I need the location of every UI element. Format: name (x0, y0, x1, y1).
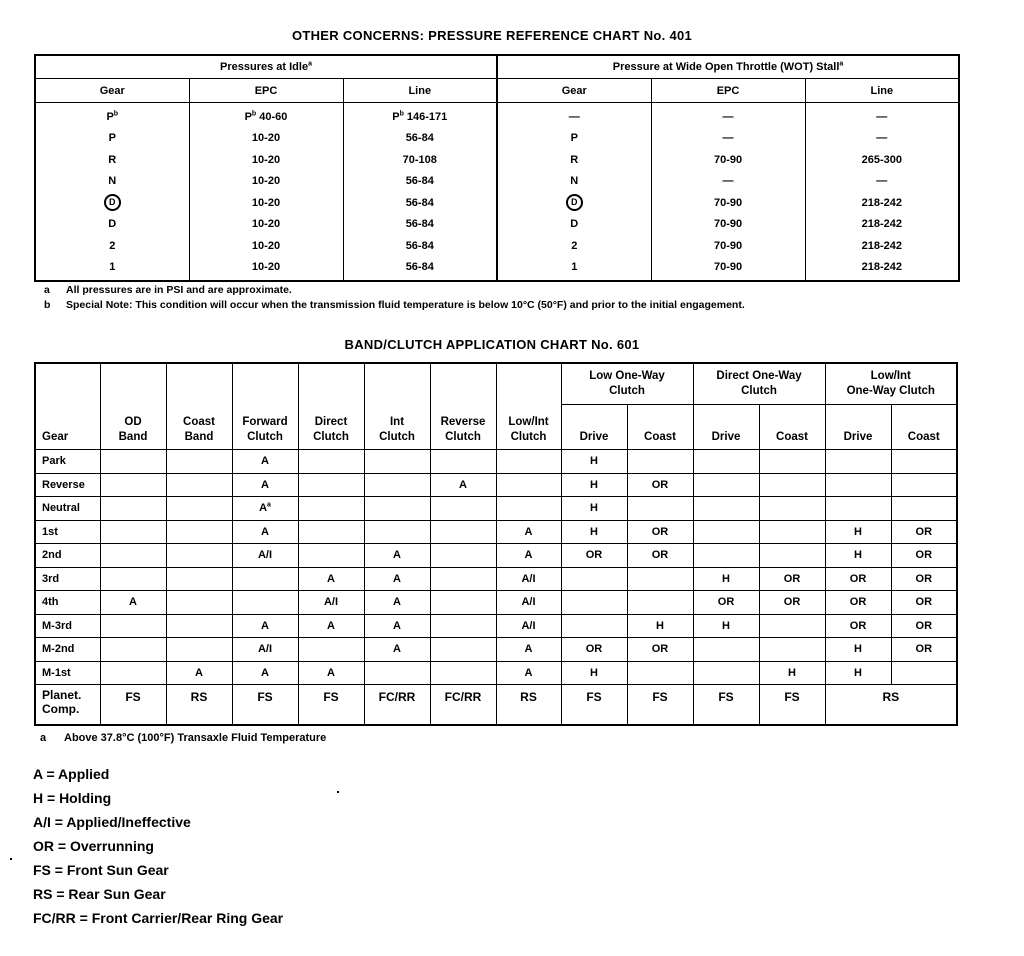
pressure-chart-title: OTHER CONCERNS: PRESSURE REFERENCE CHART No. 401 (291, 28, 693, 43)
table-cell: A (232, 473, 298, 497)
table-cell (430, 614, 496, 638)
table-cell (891, 450, 957, 474)
legend-item: A/I = Applied/Ineffective (33, 814, 191, 830)
table-cell (693, 661, 759, 685)
table-cell (693, 473, 759, 497)
gear-label: Park (35, 450, 100, 474)
table-cell (891, 497, 957, 521)
table-cell (561, 591, 627, 615)
table-cell: H (825, 520, 891, 544)
band-clutch-chart-title: BAND/CLUTCH APPLICATION CHART No. 601 (344, 337, 640, 352)
table-cell (693, 544, 759, 568)
legend-item: RS = Rear Sun Gear (33, 886, 166, 902)
table-cell: A (298, 661, 364, 685)
table-cell (759, 520, 825, 544)
gear-label: M-3rd (35, 614, 100, 638)
table-cell: A/I (496, 591, 561, 615)
table-cell (100, 497, 166, 521)
col-int-clutch: Int Clutch (364, 363, 430, 450)
col-low-int-clutch: Low/Int Clutch (496, 363, 561, 450)
table-cell (759, 497, 825, 521)
table-cell: A (232, 661, 298, 685)
table-cell: FS (759, 685, 825, 726)
table-cell (298, 520, 364, 544)
table-cell: OR (627, 520, 693, 544)
col-group-low-int-one-way-clutch: Low/Int One-Way Clutch (825, 363, 957, 405)
table-cell: OR (891, 591, 957, 615)
col-wot-line: Line (805, 79, 959, 103)
col-direct-clutch: Direct Clutch (298, 363, 364, 450)
table-cell (825, 497, 891, 521)
col-group-low-one-way-clutch: Low One-Way Clutch (561, 363, 693, 405)
table-cell: OR (627, 638, 693, 662)
col-low-int-one-way-coast: Coast (891, 405, 957, 450)
table-row (35, 520, 957, 544)
table-cell (693, 497, 759, 521)
col-idle-line: Line (343, 79, 497, 103)
table-cell (100, 450, 166, 474)
table-cell (166, 450, 232, 474)
table-cell: A (232, 614, 298, 638)
gear-label: 2nd (35, 544, 100, 568)
table-cell: H (561, 520, 627, 544)
table-cell: FS (298, 685, 364, 726)
table-cell: OR (759, 591, 825, 615)
table-cell: H (561, 661, 627, 685)
table-cell (759, 614, 825, 638)
table-cell (759, 544, 825, 568)
table-row (35, 591, 957, 615)
table-cell: A (100, 591, 166, 615)
table-cell (166, 614, 232, 638)
table-cell: OR (561, 638, 627, 662)
overdrive-circled-d-icon: D (566, 194, 583, 211)
table-cell: FS (100, 685, 166, 726)
table-row: N 10-20 56-84 N — — (35, 171, 959, 193)
table-row: D 10-20 56-84 D 70-90 218-242 (35, 214, 959, 236)
table-cell: H (693, 567, 759, 591)
table-row: $P^b$ $P^b$ 40-60 $P^b$ 146-171 — — — (35, 103, 959, 128)
table-cell (166, 638, 232, 662)
table-cell (627, 567, 693, 591)
footnote-a: a All pressures are in PSI and are approximate. (44, 284, 292, 296)
table-cell (100, 544, 166, 568)
gear-label: 4th (35, 591, 100, 615)
col-od-band: OD Band (100, 363, 166, 450)
table-cell: H (825, 544, 891, 568)
table-cell: A (496, 638, 561, 662)
wot-pressure-header: Pressure at Wide Open Throttle (WOT) Stall$^a$ (497, 55, 959, 79)
table-cell (364, 497, 430, 521)
table-cell (364, 473, 430, 497)
table-cell: A (232, 520, 298, 544)
table-cell (430, 544, 496, 568)
legend-item: FS = Front Sun Gear (33, 862, 169, 878)
table-cell: H (561, 450, 627, 474)
table-cell: FS (561, 685, 627, 726)
band-clutch-application-table (34, 362, 958, 726)
table-row (35, 544, 957, 568)
table-cell: FS (232, 685, 298, 726)
table-row (35, 614, 957, 638)
scan-speck (10, 858, 12, 860)
table-cell (232, 567, 298, 591)
table-cell: OR (627, 544, 693, 568)
table-row (35, 567, 957, 591)
table-cell: H (825, 638, 891, 662)
table-cell (100, 638, 166, 662)
col-low-int-one-way-drive: Drive (825, 405, 891, 450)
table-cell (693, 520, 759, 544)
table-cell (891, 661, 957, 685)
table-cell: OR (891, 520, 957, 544)
col-wot-epc: EPC (651, 79, 805, 103)
gear-label: Reverse (35, 473, 100, 497)
table-cell (430, 661, 496, 685)
table-cell: H (693, 614, 759, 638)
table-cell (232, 591, 298, 615)
table-cell (166, 520, 232, 544)
legend-item: H = Holding (33, 790, 112, 806)
gear-label: 1st (35, 520, 100, 544)
table-row: D 10-20 56-84 D 70-90 218-242 (35, 192, 959, 214)
table-cell (693, 450, 759, 474)
table-cell (627, 591, 693, 615)
gear-label: M-1st (35, 661, 100, 685)
table-cell (430, 591, 496, 615)
table-cell (759, 638, 825, 662)
table-cell (100, 661, 166, 685)
col-direct-one-way-drive: Drive (693, 405, 759, 450)
table-cell: OR (627, 473, 693, 497)
table-cell: OR (825, 614, 891, 638)
gear-label: 3rd (35, 567, 100, 591)
table-cell (298, 638, 364, 662)
table-cell: A/I (496, 567, 561, 591)
table-cell (627, 661, 693, 685)
table-cell (364, 520, 430, 544)
col-reverse-clutch: Reverse Clutch (430, 363, 496, 450)
legend (33, 762, 283, 930)
table-cell: A (430, 473, 496, 497)
gear-label: Planet. Comp. (35, 685, 100, 726)
table-row (35, 450, 957, 474)
table-cell: OR (759, 567, 825, 591)
table-cell (561, 567, 627, 591)
table-row (35, 497, 957, 521)
table-cell (891, 473, 957, 497)
table-cell (496, 450, 561, 474)
table-cell (627, 450, 693, 474)
scan-speck (337, 791, 339, 793)
table-cell (298, 544, 364, 568)
table-cell: OR (561, 544, 627, 568)
table-cell (561, 614, 627, 638)
col-idle-gear: Gear (35, 79, 189, 103)
legend-item: FC/RR = Front Carrier/Rear Ring Gear (33, 910, 284, 926)
table-cell: A (166, 661, 232, 685)
table-cell (100, 567, 166, 591)
table-cell: A (364, 591, 430, 615)
table-cell (496, 497, 561, 521)
band-chart-footnote: a Above 37.8°C (100°F) Transaxle Fluid Temperature (40, 732, 327, 744)
table-cell (693, 638, 759, 662)
table-cell (759, 450, 825, 474)
table-cell: OR (825, 567, 891, 591)
table-cell: A (364, 567, 430, 591)
table-cell: A (496, 520, 561, 544)
table-cell: H (825, 661, 891, 685)
table-cell: OR (891, 567, 957, 591)
table-cell: A (496, 544, 561, 568)
table-cell (430, 638, 496, 662)
gear-label: Neutral (35, 497, 100, 521)
col-coast-band: Coast Band (166, 363, 232, 450)
table-cell: H (561, 473, 627, 497)
legend-item: OR = Overrunning (33, 838, 154, 854)
table-cell (298, 450, 364, 474)
table-cell: OR (891, 638, 957, 662)
table-cell: OR (891, 544, 957, 568)
table-cell: FC/RR (430, 685, 496, 726)
col-direct-one-way-coast: Coast (759, 405, 825, 450)
overdrive-circled-d-icon: D (104, 194, 121, 211)
table-cell (430, 567, 496, 591)
table-cell: A (364, 544, 430, 568)
table-cell (298, 473, 364, 497)
table-cell (298, 497, 364, 521)
table-cell (430, 497, 496, 521)
col-group-direct-one-way-clutch: Direct One-Way Clutch (693, 363, 825, 405)
table-cell (364, 661, 430, 685)
table-row (35, 638, 957, 662)
table-cell (100, 520, 166, 544)
table-cell (166, 567, 232, 591)
table-cell (166, 497, 232, 521)
planetary-component-row (35, 685, 957, 726)
table-cell: A (364, 638, 430, 662)
legend-item: A = Applied (33, 766, 110, 782)
table-cell (496, 473, 561, 497)
table-cell: H (627, 614, 693, 638)
table-cell (100, 473, 166, 497)
table-cell: A (496, 661, 561, 685)
footnote-b: b Special Note: This condition will occur when the transmission fluid temperature is below 10°C (50°F) and prior to the initial engagement. (44, 299, 745, 311)
table-cell (166, 473, 232, 497)
table-cell (825, 450, 891, 474)
col-wot-gear: Gear (497, 79, 651, 103)
table-cell: A/I (232, 638, 298, 662)
table-row: 1 10-20 56-84 1 70-90 218-242 (35, 257, 959, 282)
table-cell: A (298, 614, 364, 638)
table-cell: FC/RR (364, 685, 430, 726)
table-cell: OR (693, 591, 759, 615)
table-cell: A/I (232, 544, 298, 568)
table-cell (166, 591, 232, 615)
table-cell (166, 544, 232, 568)
table-cell: RS (166, 685, 232, 726)
table-cell: FS (693, 685, 759, 726)
table-row (35, 661, 957, 685)
table-row: P 10-20 56-84 P — — (35, 128, 959, 150)
table-cell: H (759, 661, 825, 685)
table-cell (627, 497, 693, 521)
table-cell (759, 473, 825, 497)
table-cell: A (232, 450, 298, 474)
table-cell: A (364, 614, 430, 638)
table-cell (825, 473, 891, 497)
table-cell (430, 520, 496, 544)
pressure-reference-table (34, 54, 960, 282)
col-idle-epc: EPC (189, 79, 343, 103)
table-cell: OR (891, 614, 957, 638)
table-cell: RS (496, 685, 561, 726)
table-cell: FS (627, 685, 693, 726)
table-row (35, 473, 957, 497)
col-gear: Gear (35, 363, 100, 450)
col-forward-clutch: Forward Clutch (232, 363, 298, 450)
table-cell (100, 614, 166, 638)
table-cell: OR (825, 591, 891, 615)
col-low-one-way-coast: Coast (627, 405, 693, 450)
table-cell: A (298, 567, 364, 591)
table-cell (364, 450, 430, 474)
table-cell (430, 450, 496, 474)
table-cell: A/I (496, 614, 561, 638)
gear-label: M-2nd (35, 638, 100, 662)
table-cell: H (561, 497, 627, 521)
table-cell: A/I (298, 591, 364, 615)
table-cell: RS (825, 685, 957, 726)
table-row: 2 10-20 56-84 2 70-90 218-242 (35, 235, 959, 257)
idle-pressure-header: Pressures at Idle$^a$ (35, 55, 497, 79)
table-row: R 10-20 70-108 R 70-90 265-300 (35, 149, 959, 171)
col-low-one-way-drive: Drive (561, 405, 627, 450)
table-cell: $A^a$ (232, 497, 298, 521)
